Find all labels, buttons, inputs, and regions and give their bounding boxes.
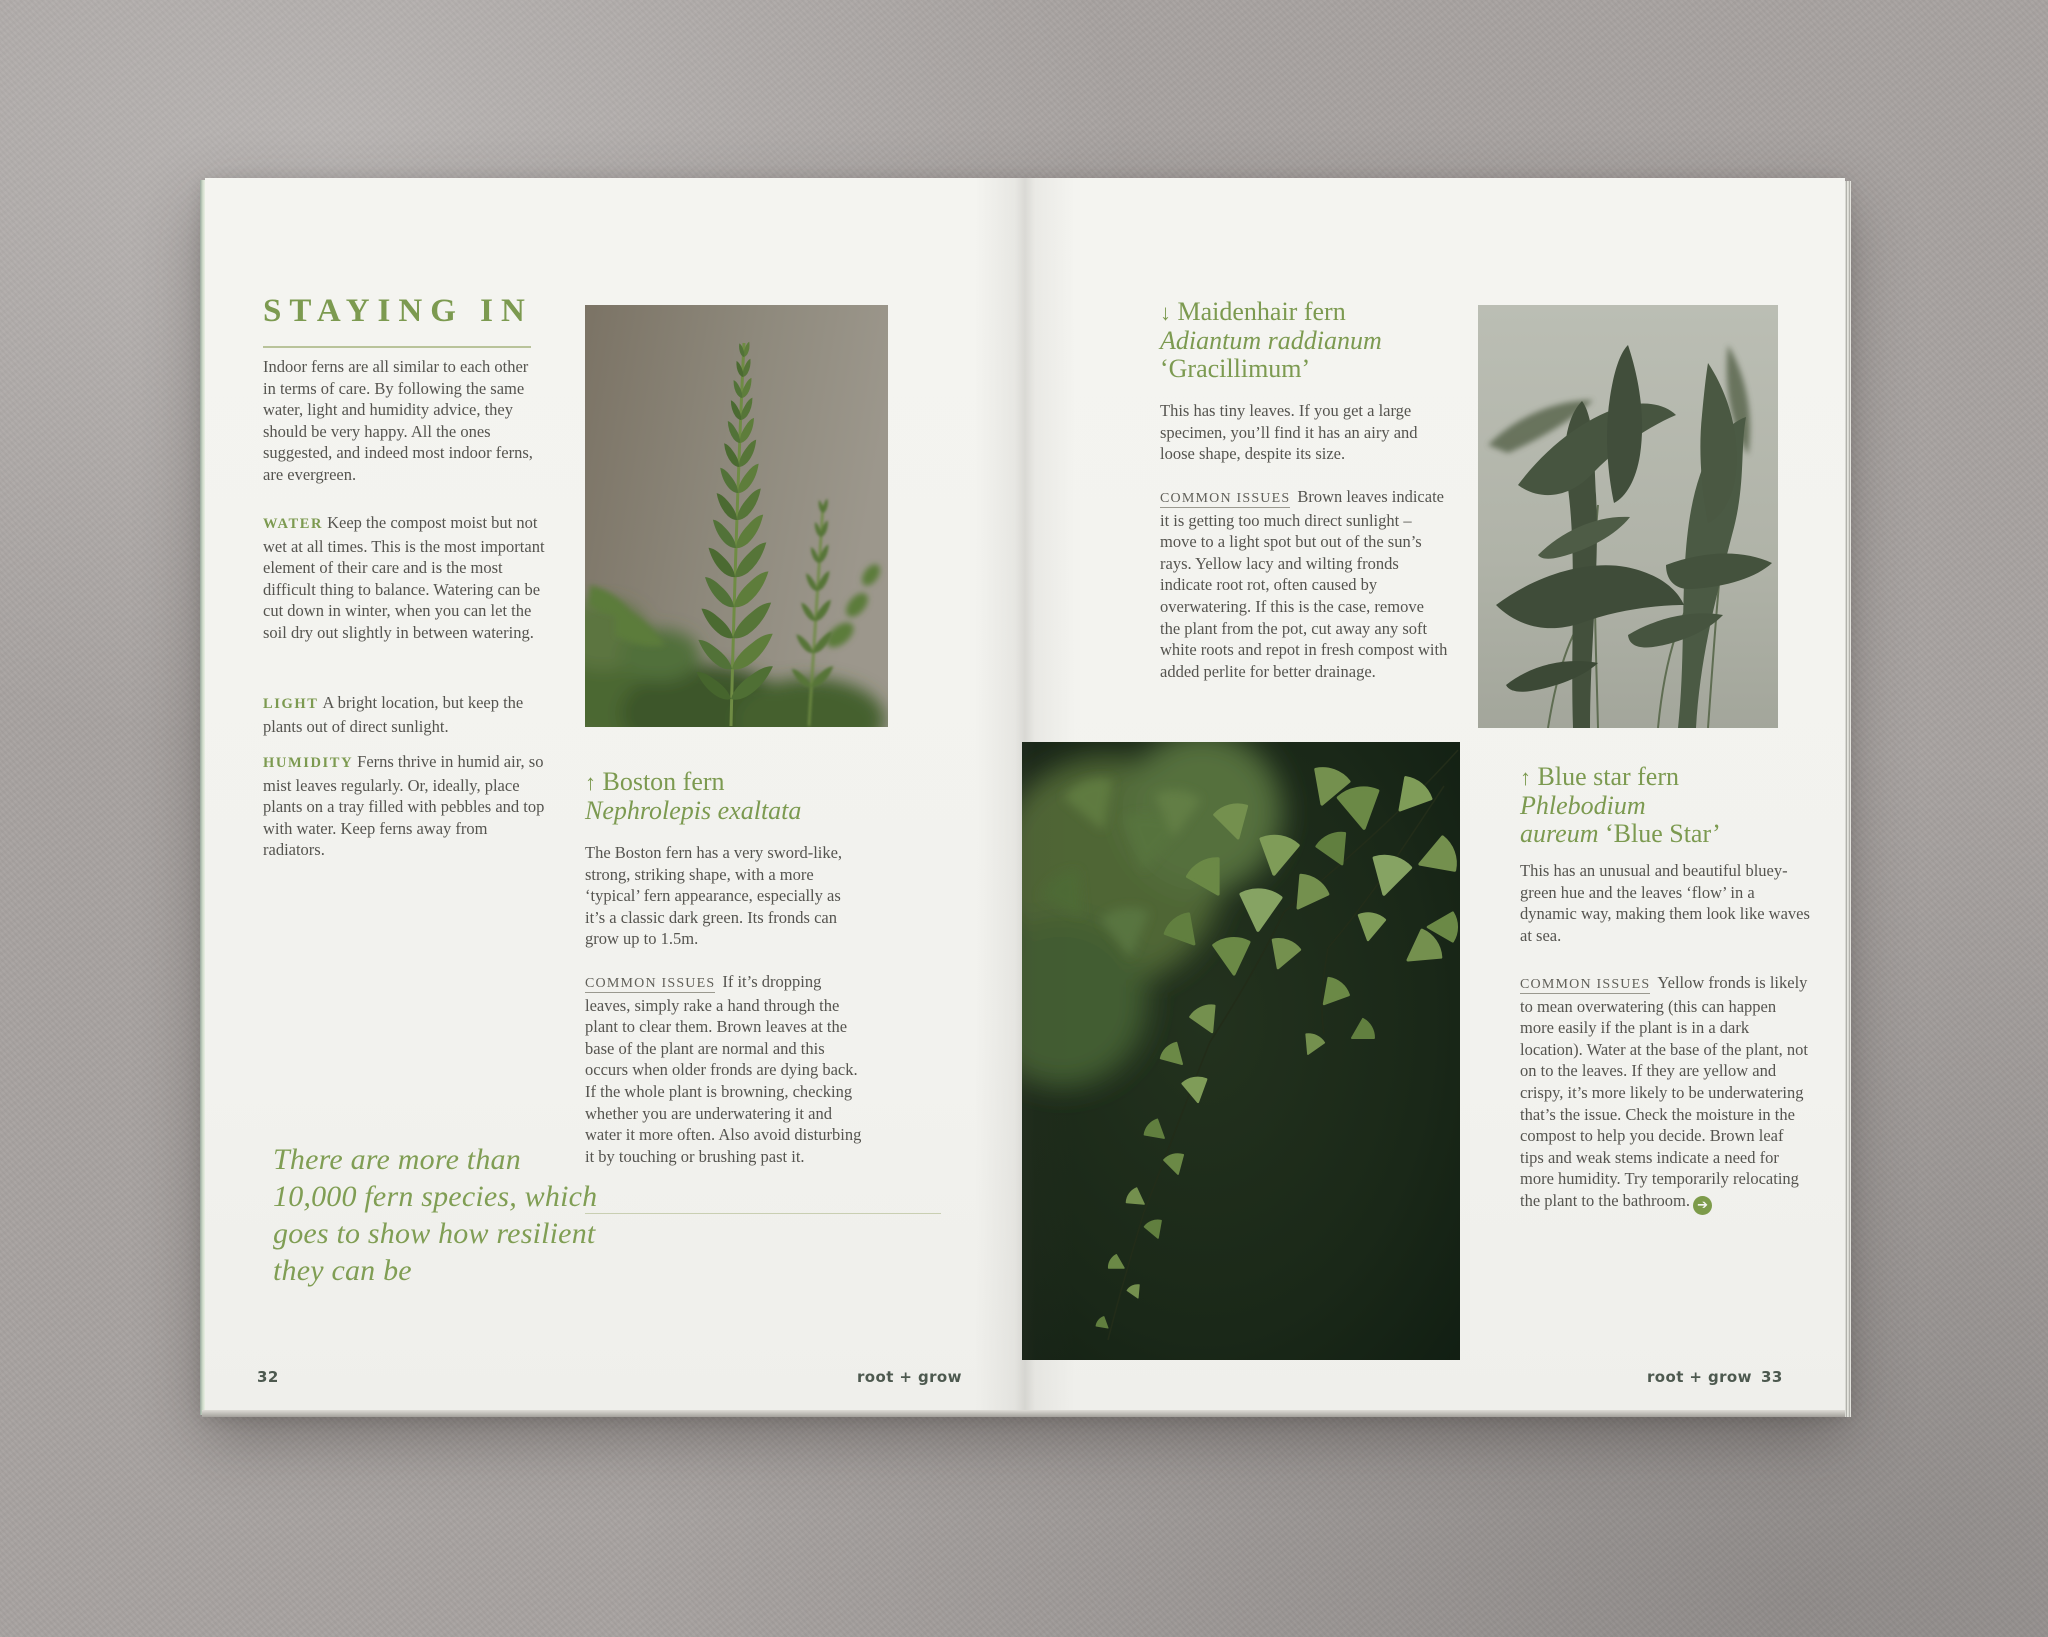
maidenhair-name: Maidenhair fern (1177, 297, 1346, 326)
article-title: STAYING IN (263, 293, 533, 329)
common-issues-label: COMMON ISSUES (585, 976, 716, 991)
common-issues-label: COMMON ISSUES (1160, 491, 1291, 506)
magazine-spread (205, 178, 1845, 1410)
care-section-light (263, 692, 545, 757)
bluestar-latin-line1: Phlebodium (1520, 791, 1646, 820)
title-rule (263, 346, 531, 348)
care-label-light: LIGHT (263, 696, 319, 712)
bluestar-description: This has an unusual and beautiful bluey-green hue and the leaves ‘flow’ in a dynamic way, making them look like waves at sea. (1520, 861, 1810, 945)
down-arrow-icon: ↓ (1160, 300, 1171, 325)
bluestar-heading (1520, 763, 1840, 848)
arrow-right-circle-icon: ➔ (1693, 1196, 1712, 1215)
care-text-light: A bright location, but keep the plants out of direct sunlight. (263, 693, 524, 736)
boston-heading (585, 768, 885, 825)
boston-common-issues: COMMON ISSUES If it’s dropping leaves, simply rake a hand through the plant to clear them. Brown leaves at the base of the plant are normal and this occurs when older fronds are dying back. If the whole plant is browning, checking whether you are underwatering it and water it more often. Also avoid disturbing it by touching or brushing past it. (585, 972, 862, 1166)
up-arrow-icon: ↑ (585, 770, 596, 795)
section-rule (585, 1213, 941, 1214)
page-stack-bottom-edge (202, 1410, 1850, 1417)
page-number-left: 32 (257, 1368, 279, 1386)
maidenhair-cultivar: ‘Gracillimum’ (1160, 354, 1311, 383)
footer-brand-right: root + grow (1647, 1368, 1752, 1386)
boston-name: Boston fern (602, 767, 725, 796)
bluestar-latin-line2: aureum (1520, 819, 1599, 848)
boston-fern-photo (585, 305, 888, 727)
care-text-humidity: Ferns thrive in humid air, so mist leaves regularly. Or, ideally, place plants on a tray filled with pebbles and top with water. Keep ferns away from radiators. (263, 752, 545, 860)
care-section-water (263, 512, 545, 664)
intro-paragraph: Indoor ferns are all similar to each other in terms of care. By following the same water, light and humidity advice, they should be very happy. All the ones suggested, and indeed most indoor ferns, are evergreen. (263, 357, 533, 484)
maidenhair-latin-name: Adiantum raddianum (1160, 326, 1382, 355)
blue-star-fern-photo (1478, 305, 1778, 728)
boston-description: The Boston fern has a very sword-like, strong, striking shape, with a more ‘typical’ fern appearance, especially as it’s a classic dark green. Its fronds can grow up to 1.5m. (585, 843, 843, 949)
common-issues-label: COMMON ISSUES (1520, 977, 1651, 992)
care-label-water: WATER (263, 516, 324, 532)
maidenhair-common-issues: COMMON ISSUES Brown leaves indicate it is getting too much direct sunlight – move to a light spot but out of the sun’s rays. Yellow lacy and wilting fronds indicate root rot, often caused by overwatering. If this is the case, remove the plant from the pot, cut away any soft white roots and repot in fresh compost with added perlite for better drainage. (1160, 487, 1448, 681)
care-section-humidity (263, 751, 545, 881)
page-number-right: 33 (1761, 1368, 1783, 1386)
bluestar-cultivar: ‘Blue Star’ (1604, 819, 1721, 848)
bluestar-name: Blue star fern (1537, 762, 1680, 791)
pull-quote: There are more than 10,000 fern species, which goes to show how resilient they can be (273, 1143, 598, 1287)
care-text-water: Keep the compost moist but not wet at all times. This is the most important element of their care and is the most difficult thing to balance. Watering can be cut down in winter, when you can let the soil dry out slightly in between watering. (263, 513, 545, 642)
boston-latin-name: Nephrolepis exaltata (585, 796, 802, 825)
footer-brand-left: root + grow (857, 1368, 962, 1386)
up-arrow-icon: ↑ (1520, 765, 1531, 790)
maidenhair-description: This has tiny leaves. If you get a large specimen, you’ll find it has an airy and loose shape, despite its size. (1160, 401, 1418, 464)
intro-column (263, 356, 541, 506)
care-label-humidity: HUMIDITY (263, 755, 354, 771)
bluestar-common-issues: COMMON ISSUES Yellow fronds is likely to mean overwatering (this can happen more easily if the plant is in a dark location). Water at the base of the plant, not on to the leaves. If they are yellow and crispy, it’s more likely to be underwatering that’s the issue. Check the moisture in the compost to help you decide. Brown leaf tips and weak stems indicate a need for more humidity. Try temporarily relocating the plant to the bathroom. ➔ (1520, 973, 1808, 1213)
maidenhair-heading (1160, 298, 1480, 383)
maidenhair-fern-photo (1022, 742, 1460, 1360)
